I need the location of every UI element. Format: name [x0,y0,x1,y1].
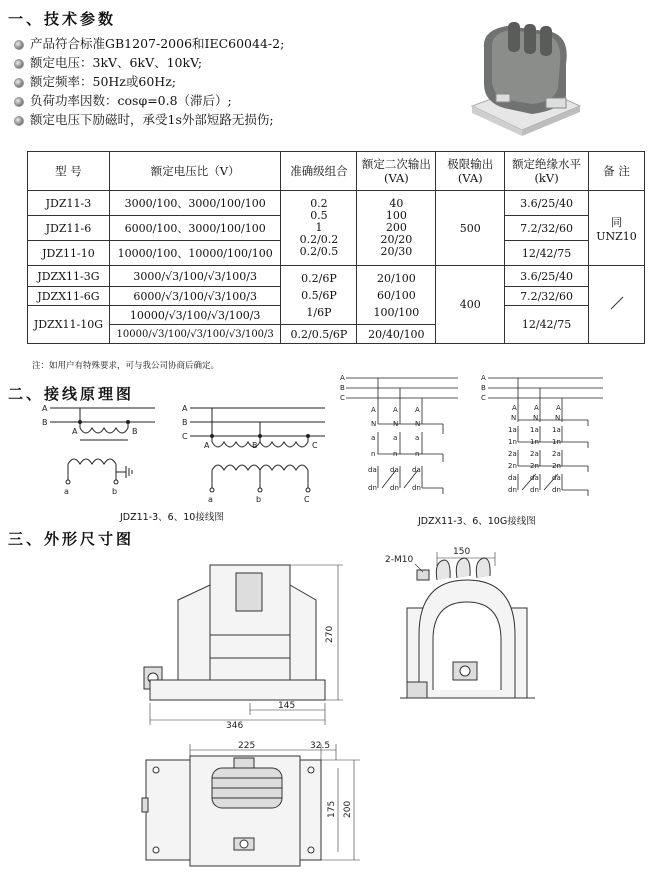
insulation-cell: 7.2/32/60 [505,287,589,306]
svg-text:N: N [415,420,421,428]
svg-text:A: A [415,406,420,414]
svg-text:2n: 2n [530,462,539,470]
bullet-standard: 产品符合标准GB1207-2006和IEC60044-2; [14,34,284,53]
header-output: 额定二次输出(VA) [357,152,436,191]
header-accuracy: 准确级组合 [281,152,357,191]
svg-text:A: A [393,406,398,414]
svg-text:1a: 1a [552,426,561,434]
svg-text:C: C [312,441,318,450]
remark-cell [589,266,645,344]
svg-text:C: C [340,394,345,402]
insulation-cell: 3.6/25/40 [505,191,589,216]
svg-text:A: A [512,404,517,412]
dim-150: 150 [453,547,471,557]
bullet-icon [14,59,24,69]
svg-text:A: A [371,406,376,414]
svg-text:B: B [132,427,138,436]
svg-text:1a: 1a [508,426,517,434]
header-ratio: 额定电压比（V） [109,152,281,191]
ratio-cell: 3000/100、3000/100/100 [109,191,281,216]
bullet-frequency: 额定频率：50Hz或60Hz; [14,72,284,91]
svg-text:C: C [182,432,188,441]
table-note: 注：如用户有特殊要求，可与我公司协商后确定。 [32,361,220,371]
svg-text:A: A [481,374,486,382]
ratio-cell: 6000/√3/100/√3/100/3 [109,287,281,306]
dim-32-5: 32.5 [310,741,331,751]
table-row [28,191,645,216]
model-cell: JDZX11-3G [28,266,110,287]
ratio-cell: 10000/100、10000/100/100 [109,241,281,266]
dim-200: 200 [343,800,353,818]
dim-bolt: 2-M10 [385,555,414,565]
svg-text:N: N [371,420,377,428]
svg-text:N: N [393,420,399,428]
svg-text:A: A [204,441,210,450]
dim-346: 346 [226,721,244,731]
accuracy-cell: 0.2/6P 0.5/6P 1/6P [281,266,357,325]
limit-cell: 500 [436,191,505,266]
limit-cell: 400 [436,266,505,344]
bullet-voltage: 额定电压：3kV、6kV、10kV; [14,53,284,72]
insulation-cell: 3.6/25/40 [505,266,589,287]
product-photo [462,18,582,136]
bullet-icon [14,40,24,50]
bullet-icon [14,78,24,88]
svg-text:C: C [481,394,486,402]
section-technical-params-title: 一、技术参数 [8,10,117,28]
svg-text:a: a [371,434,376,442]
side-view-drawing [385,540,545,715]
svg-text:2a: 2a [508,450,517,458]
section-dimensions-title: 三、外形尺寸图 [8,530,135,548]
svg-text:dn: dn [530,486,539,494]
jdz-wiring-diagram [40,400,330,505]
ratio-cell: 10000/√3/100/√3/100/3 [109,306,281,325]
svg-text:n: n [371,450,376,458]
bullet-short-circuit: 额定电压下励磁时，承受1s外部短路无损伤; [14,110,284,129]
svg-text:b: b [112,487,118,496]
svg-text:dn: dn [552,486,561,494]
svg-text:B: B [182,418,188,427]
insulation-cell: 7.2/32/60 [505,216,589,241]
model-cell: JDZX11-10G [28,306,110,344]
header-model: 型 号 [28,152,110,191]
table-header-row [28,152,645,191]
svg-text:N: N [533,414,539,422]
svg-text:dn: dn [390,484,399,492]
dim-175: 175 [327,800,337,818]
svg-text:1n: 1n [530,438,539,446]
header-limit: 极限输出(VA) [436,152,505,191]
svg-text:2n: 2n [552,462,561,470]
svg-text:C: C [304,495,310,504]
ratio-cell: 6000/100、3000/100/100 [109,216,281,241]
model-cell: JDZ11-10 [28,241,110,266]
svg-text:a: a [415,434,420,442]
svg-text:dn: dn [368,484,377,492]
insulation-cell: 12/42/75 [505,241,589,266]
table-row [28,266,645,287]
spec-bullet-list [14,34,284,129]
svg-text:N: N [511,414,517,422]
remark-slash [607,295,627,311]
section-wiring-title: 二、接线原理图 [8,385,135,403]
bullet-icon [14,97,24,107]
svg-text:da: da [552,474,561,482]
svg-text:B: B [42,418,48,427]
svg-text:dn: dn [412,484,421,492]
svg-text:da: da [508,474,517,482]
accuracy-cell: 0.2/0.5/6P [281,325,357,344]
model-cell: JDZ11-6 [28,216,110,241]
svg-text:1a: 1a [530,426,539,434]
svg-text:B: B [340,384,345,392]
jdz-wiring-caption: JDZ11-3、6、10接线图 [120,512,224,523]
header-remark: 备 注 [589,152,645,191]
ratio-cell: 10000/√3/100/√3/100/√3/100/3 [109,325,281,344]
svg-text:N: N [555,414,561,422]
svg-text:dn: dn [508,486,517,494]
output-cell: 40 100 200 20/20 20/30 [357,191,436,266]
jdzx-wiring-caption: JDZX11-3、6、10G接线图 [418,516,536,527]
front-view-drawing [138,555,353,735]
accuracy-cell: 0.2 0.5 1 0.2/0.2 0.2/0.5 [281,191,357,266]
svg-text:1n: 1n [508,438,517,446]
svg-text:da: da [530,474,539,482]
svg-text:da: da [368,466,377,474]
svg-text:A: A [556,404,561,412]
output-cell: 20/100 60/100 100/100 [357,266,436,325]
svg-text:2a: 2a [530,450,539,458]
bullet-icon [14,116,24,126]
svg-text:2a: 2a [552,450,561,458]
insulation-cell: 12/42/75 [505,306,589,344]
header-insulation: 额定绝缘水平(kV) [505,152,589,191]
svg-text:1n: 1n [552,438,561,446]
model-cell: JDZ11-3 [28,191,110,216]
svg-text:da: da [412,466,421,474]
svg-text:A: A [534,404,539,412]
svg-text:B: B [481,384,486,392]
jdzx-wiring-diagram [338,370,608,500]
svg-text:B: B [252,441,258,450]
ratio-cell: 3000/√3/100/√3/100/3 [109,266,281,287]
svg-text:A: A [72,427,78,436]
top-view-drawing [138,738,363,873]
svg-text:b: b [256,495,262,504]
dim-270: 270 [325,625,335,643]
remark-cell: 同UNZ10 [589,191,645,266]
svg-text:a: a [64,487,69,496]
svg-text:A: A [42,404,48,413]
svg-text:A: A [340,374,345,382]
svg-text:A: A [182,404,188,413]
svg-text:n: n [415,450,420,458]
svg-text:da: da [390,466,399,474]
dim-145: 145 [278,701,296,711]
model-cell: JDZX11-6G [28,287,110,306]
svg-text:a: a [208,495,213,504]
svg-text:a: a [393,434,398,442]
svg-text:n: n [393,450,398,458]
output-cell: 20/40/100 [357,325,436,344]
svg-text:2n: 2n [508,462,517,470]
bullet-power-factor: 负荷功率因数：cosφ=0.8（滞后）; [14,91,284,110]
dim-225: 225 [238,741,256,751]
spec-table [27,151,645,344]
